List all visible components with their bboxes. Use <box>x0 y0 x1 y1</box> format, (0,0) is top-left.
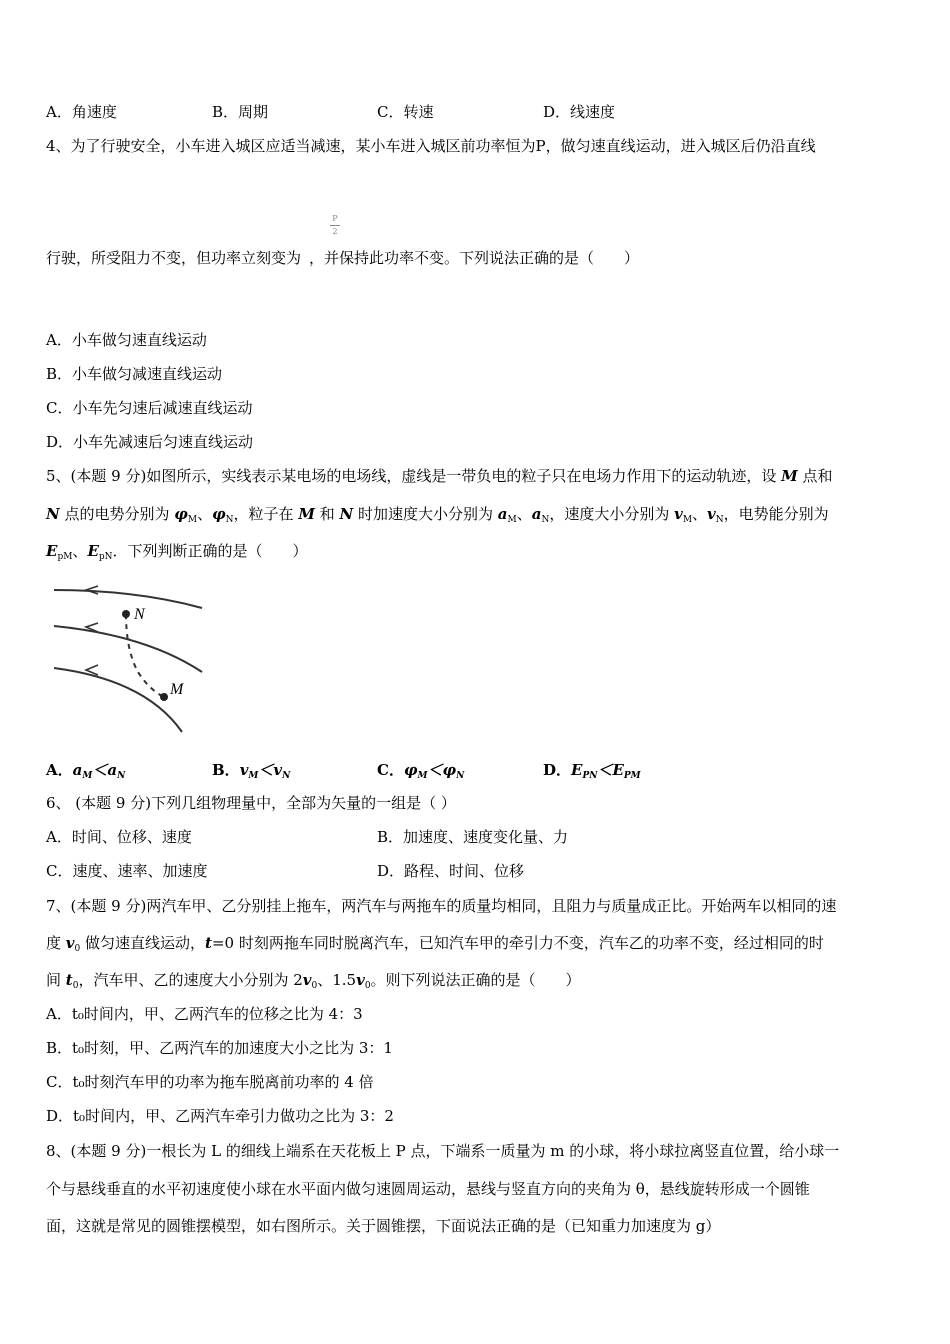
q8-stem-line1: 8、(本题 9 分)一根长为 L 的细线上端系在天花板上 P 点，下端系一质量为 m 的小球，将小球拉离竖直位置，给小球一 <box>46 1142 840 1160</box>
q3-option-b: B．周期 <box>212 103 269 121</box>
q5-stem-line1: 5、(本题 9 分)如图所示，实线表示某电场的电场线，虚线是一带负电的粒子只在电场力作用下的运动轨迹，设 M 点和 <box>46 467 833 485</box>
q6-option-b: B．加速度、速度变化量、力 <box>377 828 569 846</box>
label-n: N <box>134 606 145 623</box>
q6-option-a: A．时间、位移、速度 <box>46 828 192 846</box>
q5-option-b-expr: $v_M<v_N$ <box>239 761 291 781</box>
q5-option-b-letter: B． <box>212 761 240 779</box>
q4-stem-line2-pre: 行驶，所受阻力不变，但功率立刻变为 <box>46 249 302 267</box>
label-m: M <box>170 681 184 698</box>
q4-stem-line2-post: ，并保持此功率不变。下列说法正确的是（ ） <box>309 249 640 267</box>
fraction-numerator: P <box>332 214 338 223</box>
q4-option-b: B．小车做匀减速直线运动 <box>46 365 223 383</box>
q7-option-c: C．t₀时刻汽车甲的功率为拖车脱离前功率的 4 倍 <box>46 1073 374 1091</box>
q5-option-d <box>543 760 641 786</box>
q8-stem-line2: 个与悬线垂直的水平初速度使小球在水平面内做匀速圆周运动，悬线与竖直方向的夹角为 θ，悬线旋转形成一个圆锥 <box>46 1180 810 1198</box>
particle-trajectory <box>126 614 162 696</box>
q7-stem-line3: 间 $t_0$，汽车甲、乙的速度大小分别为 $2v_0$、$1.5v_0$。则下列说法正确的是（ ） <box>46 971 581 991</box>
q7-option-a: A．t₀时间内，甲、乙两汽车的位移之比为 4：3 <box>46 1005 363 1023</box>
point-m <box>160 693 168 701</box>
q7-stem-line2: 度 $v_0$ 做匀速直线运动，t=0 时刻两拖车同时脱离汽车，已知汽车甲的牵引力不变，汽车乙的功率不变，经过相同的时 <box>46 934 824 954</box>
q7-stem-line1: 7、(本题 9 分)两汽车甲、乙分别挂上拖车，两汽车与两拖车的质量均相同，且阻力与质量成正比。开始两车以相同的速 <box>46 897 837 915</box>
q3-option-a: A．角速度 <box>46 103 117 121</box>
q6-option-d: D．路程、时间、位移 <box>377 862 525 880</box>
field-line-2 <box>54 626 202 672</box>
q5-option-d-expr: $E_{PN}<E_{PM}$ <box>571 761 641 781</box>
q3-option-c: C．转速 <box>377 103 434 121</box>
q4-power-fraction <box>330 214 340 237</box>
q5-option-d-letter: D． <box>543 761 572 779</box>
q5-stem-line2: N 点的电势分别为 $\varphi_M$、$\varphi_N$，粒子在 M 和 N 时加速度大小分别为 $a_M$、$a_N$，速度大小分别为 $v_M$、$v_N$，电势能分别为 <box>46 505 829 525</box>
fraction-denominator: 2 <box>332 227 338 236</box>
q5-option-a-letter: A． <box>46 761 73 779</box>
q4-option-a: A．小车做匀速直线运动 <box>46 331 207 349</box>
q4-option-d: D．小车先减速后匀速直线运动 <box>46 433 254 451</box>
q5-option-a-expr: $a_M<a_N$ <box>72 761 126 781</box>
q5-option-c-letter: C． <box>377 761 404 779</box>
q5-stem-line3: $E_{pM}$、$E_{pN}$．下列判断正确的是（ ） <box>46 542 308 562</box>
q6-option-c: C．速度、速率、加速度 <box>46 862 208 880</box>
q5-option-b <box>212 760 290 786</box>
point-n <box>122 610 130 618</box>
q3-option-d: D．线速度 <box>543 103 616 121</box>
q4-option-c: C．小车先匀速后减速直线运动 <box>46 399 253 417</box>
q7-option-b: B．t₀时刻，甲、乙两汽车的加速度大小之比为 3：1 <box>46 1039 393 1057</box>
field-line-1 <box>54 590 202 608</box>
q4-stem-line1: 4、为了行驶安全，小车进入城区应适当减速，某小车进入城区前功率恒为P，做匀速直线运动，进入城区后仍沿直线 <box>46 137 816 155</box>
q5-option-a <box>46 760 125 786</box>
q5-option-c <box>377 760 464 786</box>
electric-field-figure <box>46 580 216 740</box>
q8-stem-line3: 面，这就是常见的圆锥摆模型，如右图所示。关于圆锥摆，下面说法正确的是（已知重力加速度为 g） <box>46 1217 721 1235</box>
arrow-icon-1 <box>86 586 98 594</box>
q5-option-c-expr: $\varphi_M<\varphi_N$ <box>403 761 465 781</box>
q7-option-d: D．t₀时间内，甲、乙两汽车牵引力做功之比为 3：2 <box>46 1107 394 1125</box>
q6-stem: 6、 (本题 9 分)下列几组物理量中，全部为矢量的一组是（ ） <box>46 794 456 812</box>
q4-stem-line2 <box>46 248 639 268</box>
